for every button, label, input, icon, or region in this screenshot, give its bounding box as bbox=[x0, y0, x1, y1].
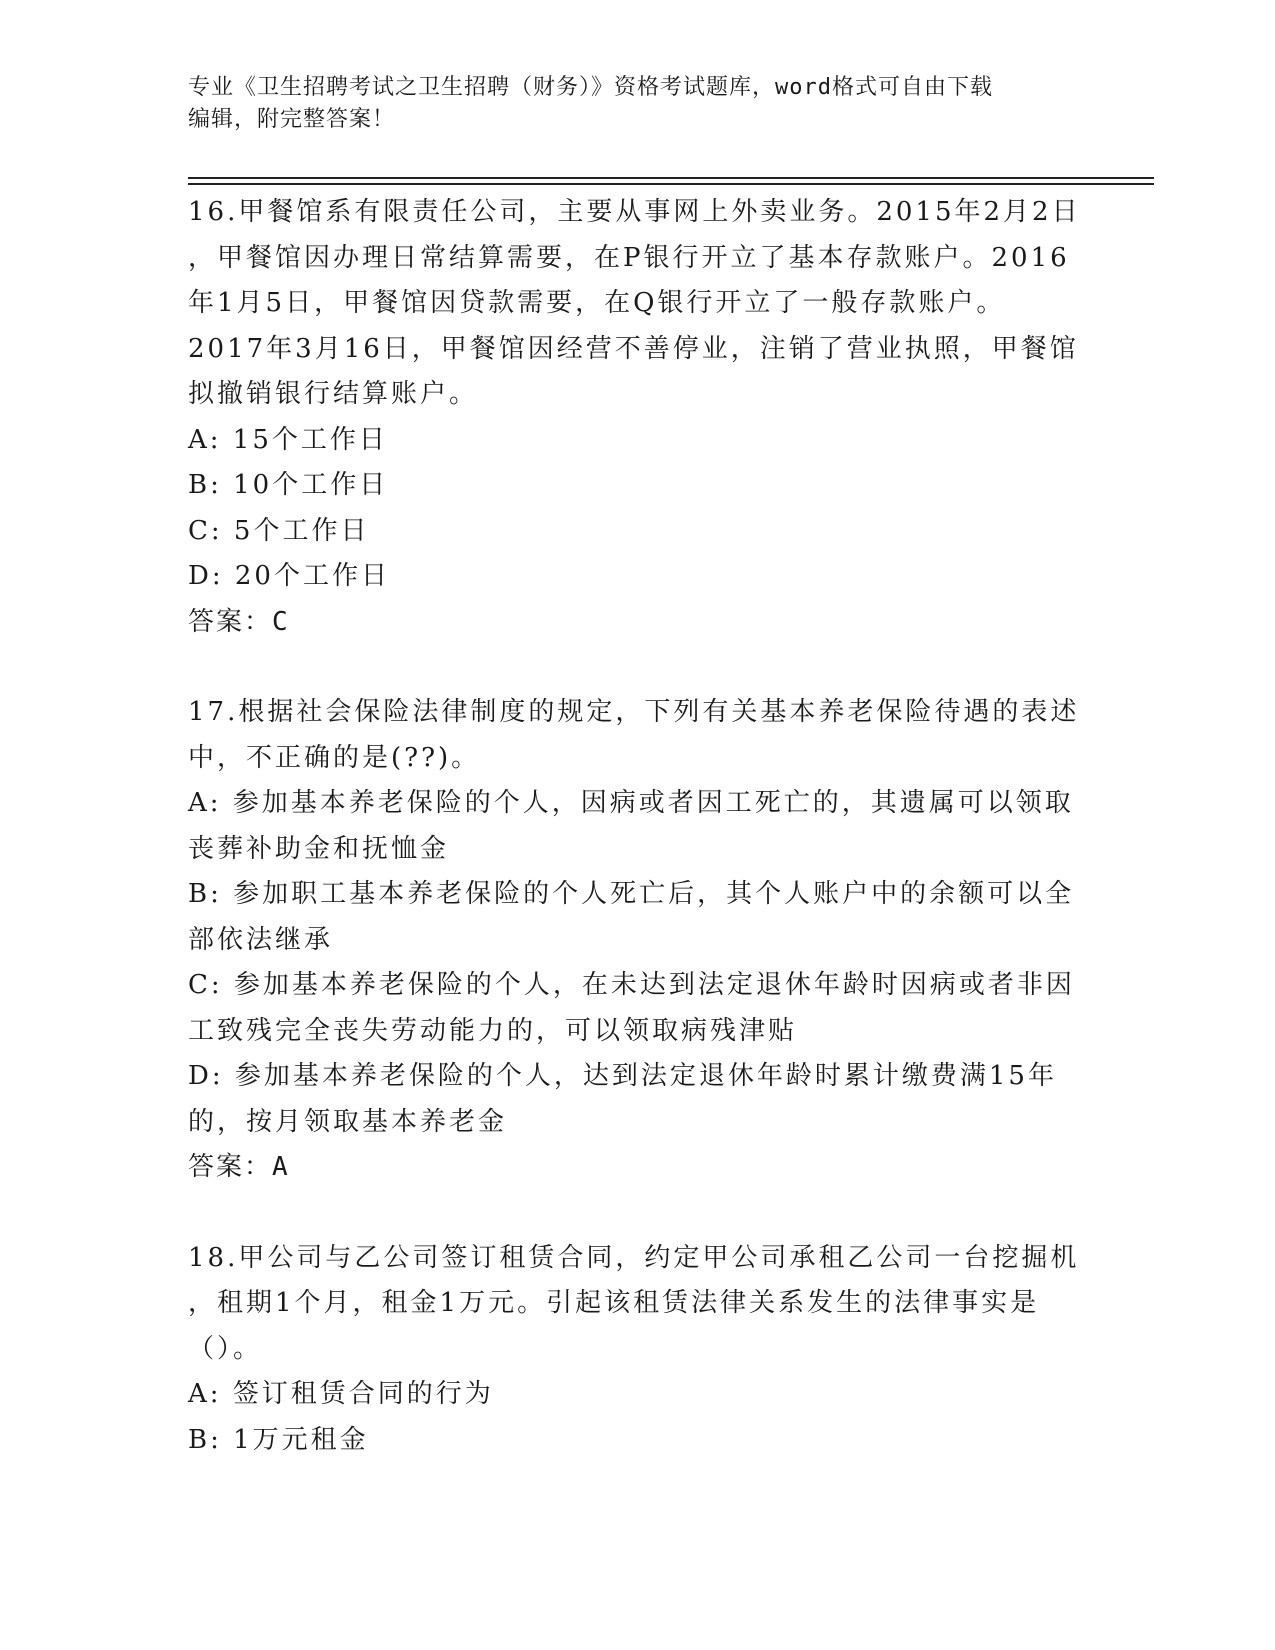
question-16-stem-line: ，甲餐馆因办理日常结算需要，在P银行开立了基本存款账户。2016 bbox=[188, 242, 1070, 273]
question-spacer bbox=[188, 645, 1078, 690]
question-17-option-d: D: 参加基本养老保险的个人，达到法定退休年龄时累计缴费满15年 bbox=[188, 1061, 1057, 1091]
header-divider-top bbox=[188, 177, 1154, 179]
question-16-stem-line: 16.甲餐馆系有限责任公司，主要从事网上外卖业务。2015年2月2日 bbox=[188, 197, 1081, 227]
question-18-stem-line: （）。 bbox=[188, 1333, 263, 1364]
header-divider-bottom bbox=[188, 183, 1154, 185]
question-16-option-a: A: 15个工作日 bbox=[188, 424, 388, 455]
question-spacer bbox=[188, 1191, 1078, 1236]
question-16-answer: 答案：C bbox=[188, 606, 290, 637]
question-17-option-d-cont: 的，按月领取基本养老金 bbox=[188, 1106, 508, 1137]
question-16-option-d: D: 20个工作日 bbox=[188, 561, 390, 591]
question-17-option-c: C: 参加基本养老保险的个人，在未达到法定退休年龄时因病或者非因 bbox=[188, 970, 1075, 1000]
question-18-stem-line: ，租期1个月，租金1万元。引起该租赁法律关系发生的法律事实是 bbox=[188, 1288, 1040, 1318]
question-17-option-c-cont: 工致残完全丧失劳动能力的，可以领取病残津贴 bbox=[188, 1015, 798, 1046]
question-18-stem-line: 18.甲公司与乙公司签订租赁合同，约定甲公司承租乙公司一台挖掘机 bbox=[188, 1242, 1080, 1273]
question-17-option-b-cont: 部依法继承 bbox=[188, 924, 334, 955]
question-16-stem-line: 拟撤销银行结算账户。 bbox=[188, 379, 479, 409]
question-16-option-b: B: 10个工作日 bbox=[188, 470, 389, 500]
question-17-stem-line: 中，不正确的是(??)。 bbox=[188, 742, 481, 773]
question-16-stem-line: 年1月5日，甲餐馆因贷款需要，在Q银行开立了一般存款账户。 bbox=[188, 288, 1006, 318]
question-list bbox=[188, 190, 1081, 1463]
question-18-option-a: A: 签订租赁合同的行为 bbox=[188, 1379, 494, 1409]
header-line-2: 编辑，附完整答案！ bbox=[188, 107, 396, 132]
question-16-stem-line: 2017年3月16日，甲餐馆因经营不善停业，注销了营业执照，甲餐馆 bbox=[188, 333, 1079, 364]
question-17-stem-line: 17.根据社会保险法律制度的规定，下列有关基本养老保险待遇的表述 bbox=[188, 697, 1080, 727]
question-17 bbox=[188, 690, 1078, 1191]
question-16 bbox=[188, 190, 1081, 645]
document-header bbox=[188, 72, 1068, 136]
question-17-option-a: A: 参加基本养老保险的个人，因病或者因工死亡的，其遗属可以领取 bbox=[188, 788, 1074, 818]
header-line-1: 专业《卫生招聘考试之卫生招聘（财务）》资格考试题库，word格式可自由下载 bbox=[188, 75, 993, 100]
question-17-answer: 答案：A bbox=[188, 1152, 290, 1182]
question-18 bbox=[188, 1236, 1078, 1464]
question-17-option-b: B: 参加职工基本养老保险的个人死亡后，其个人账户中的余额可以全 bbox=[188, 879, 1075, 909]
question-16-option-c: C: 5个工作日 bbox=[188, 515, 370, 546]
question-17-option-a-cont: 丧葬补助金和抚恤金 bbox=[188, 833, 450, 864]
question-18-option-b: B: 1万元租金 bbox=[188, 1424, 369, 1455]
